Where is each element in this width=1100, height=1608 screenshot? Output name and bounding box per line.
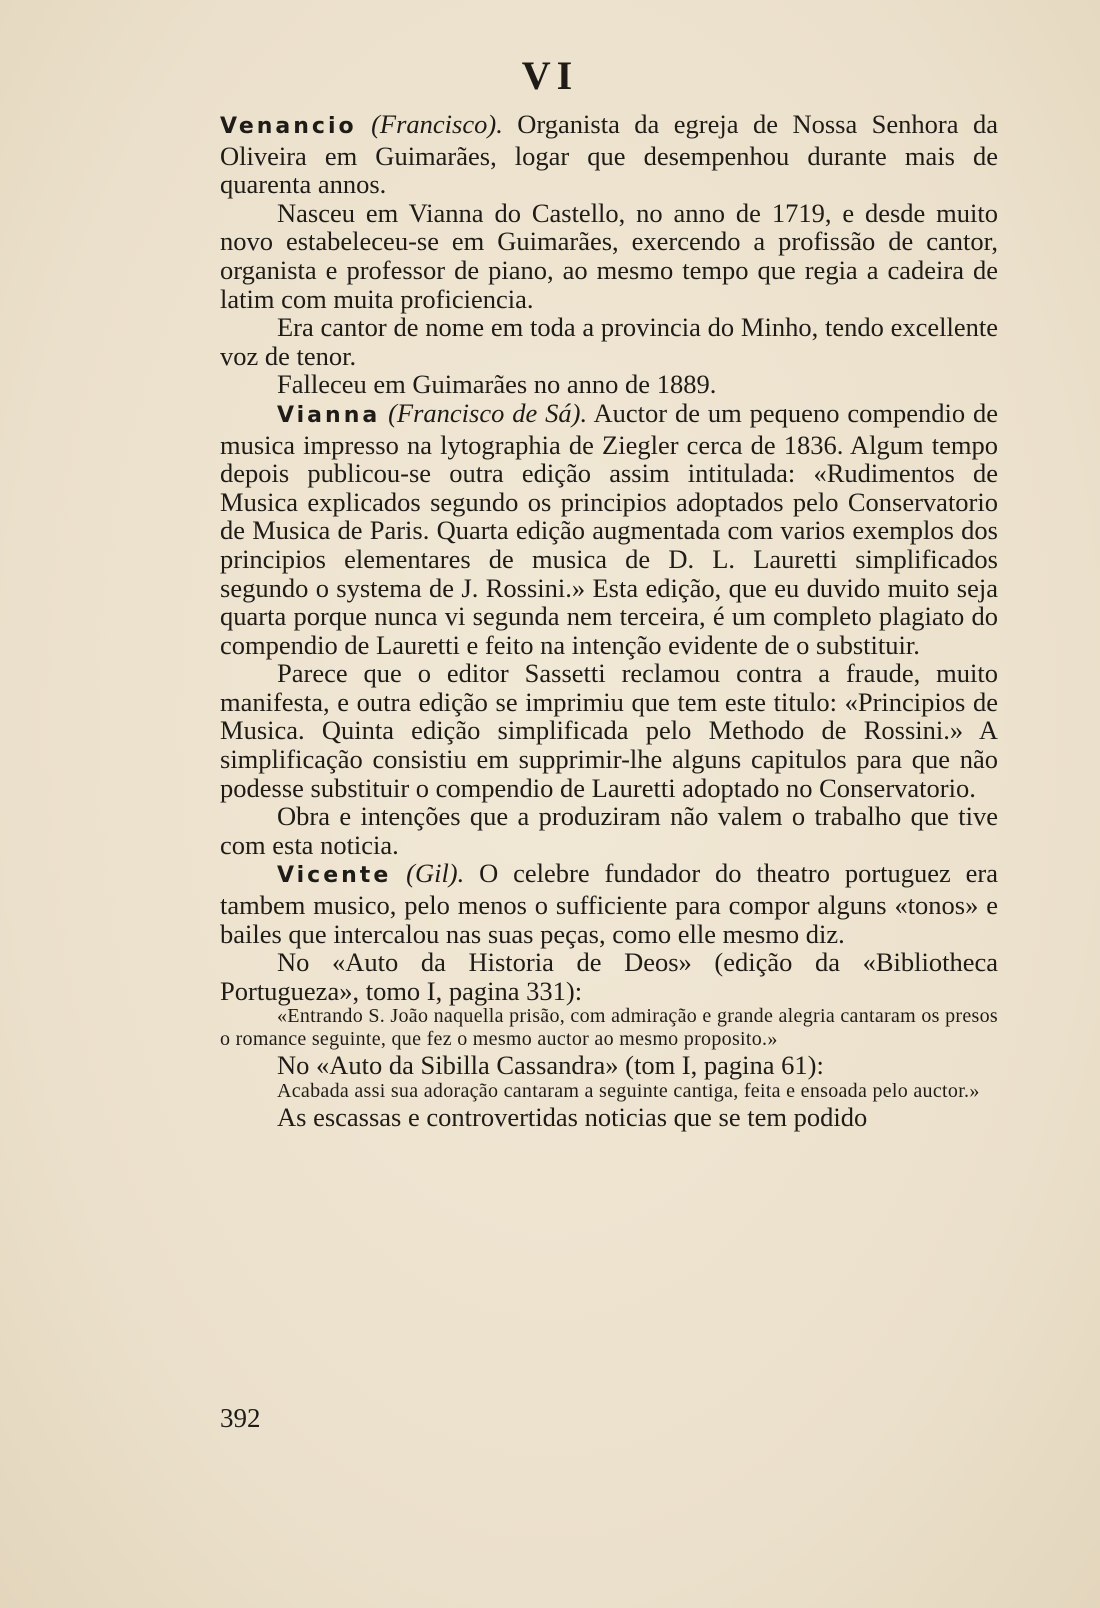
paragraph: No «Auto da Sibilla Cassandra» (tom I, pagina 61):	[277, 1050, 824, 1081]
block-quote: Acabada assi sua adoração cantaram a seguinte cantiga, feita e ensoada pelo auctor.»	[277, 1080, 980, 1102]
headword: Vicente	[277, 863, 392, 889]
running-head: VI	[521, 53, 579, 98]
entry-text: Organista da egreja de Nossa Senhora da Oliveira em Guimarães, logar que desempenhou durante mais de quarenta annos.	[220, 109, 998, 200]
headword-given-name: (Francisco).	[371, 109, 503, 139]
headword-given-name: (Gil).	[406, 858, 465, 889]
page-number: 392	[220, 1403, 261, 1433]
entry-text: Auctor de um pequeno compendio de musica impresso na lytographia de Ziegler cerca de 1836. Algum tempo depois publicou-se outra edição assim intitulada: «Rudimentos de Musica explicados segundo os principios adoptados pelo Conservatorio de Musica de Paris. Quarta edição augmentada com varios exemplos dos principios elementares de musica de D. L. Lauretti simplificados segundo o systema de J. Rossini.» Esta edição, que eu duvido muito seja quarta porque nunca vi segunda nem terceira, é um completo plagiato do compendio de Lauretti e feito na intenção evidente de o substituir.	[220, 397, 998, 660]
paragraph: As escassas e controvertidas noticias que se tem podido	[277, 1102, 868, 1132]
paragraph: Obra e intenções que a produziram não valem o trabalho que tive com esta noticia.	[220, 801, 998, 860]
paragraph: Nasceu em Vianna do Castello, no anno de 1719, e desde muito novo estabeleceu-se em Guimarães, exercendo a profissão de cantor, organista e professor de piano, ao mesmo tempo que regia a cadeira de latim com muita proficiencia.	[220, 197, 998, 314]
headword: Venancio	[220, 114, 357, 139]
entry-text: O celebre fundador do theatro portuguez era tambem musico, pelo menos o sufficiente para compor alguns «tonos» e bailes que intercalou nas suas peças, como elle mesmo diz.	[220, 858, 999, 949]
block-quote: «Entrando S. João naquella prisão, com admiração e grande alegria cantaram os presos o romance seguinte, que fez o mesmo auctor ao mesmo proposito.»	[220, 1005, 998, 1051]
dictionary-text	[220, 110, 998, 1132]
entry-venancio	[220, 110, 998, 199]
paragraph: Falleceu em Guimarães no anno de 1889.	[277, 369, 717, 400]
headword-given-name: (Francisco de Sá).	[388, 397, 588, 428]
paragraph: Era cantor de nome em toda a provincia do Minho, tendo excellente voz de tenor.	[220, 312, 998, 371]
entry-vianna	[220, 399, 998, 659]
entry-vicente	[220, 859, 998, 948]
paragraph: No «Auto da Historia de Deos» (edição da «Bibliotheca Portugueza», tomo I, pagina 331):	[220, 947, 998, 1006]
headword: Vianna	[277, 402, 381, 428]
paragraph: Parece que o editor Sassetti reclamou contra a fraude, muito manifesta, e outra edição se imprimiu que tem este titulo: «Principios de Musica. Quinta edição simplificada pelo Methodo de Rossini.» A simplificação consistiu em supprimir-lhe alguns capitulos para que não podesse substituir o compendio de Lauretti adoptado no Conservatorio.	[220, 658, 998, 803]
